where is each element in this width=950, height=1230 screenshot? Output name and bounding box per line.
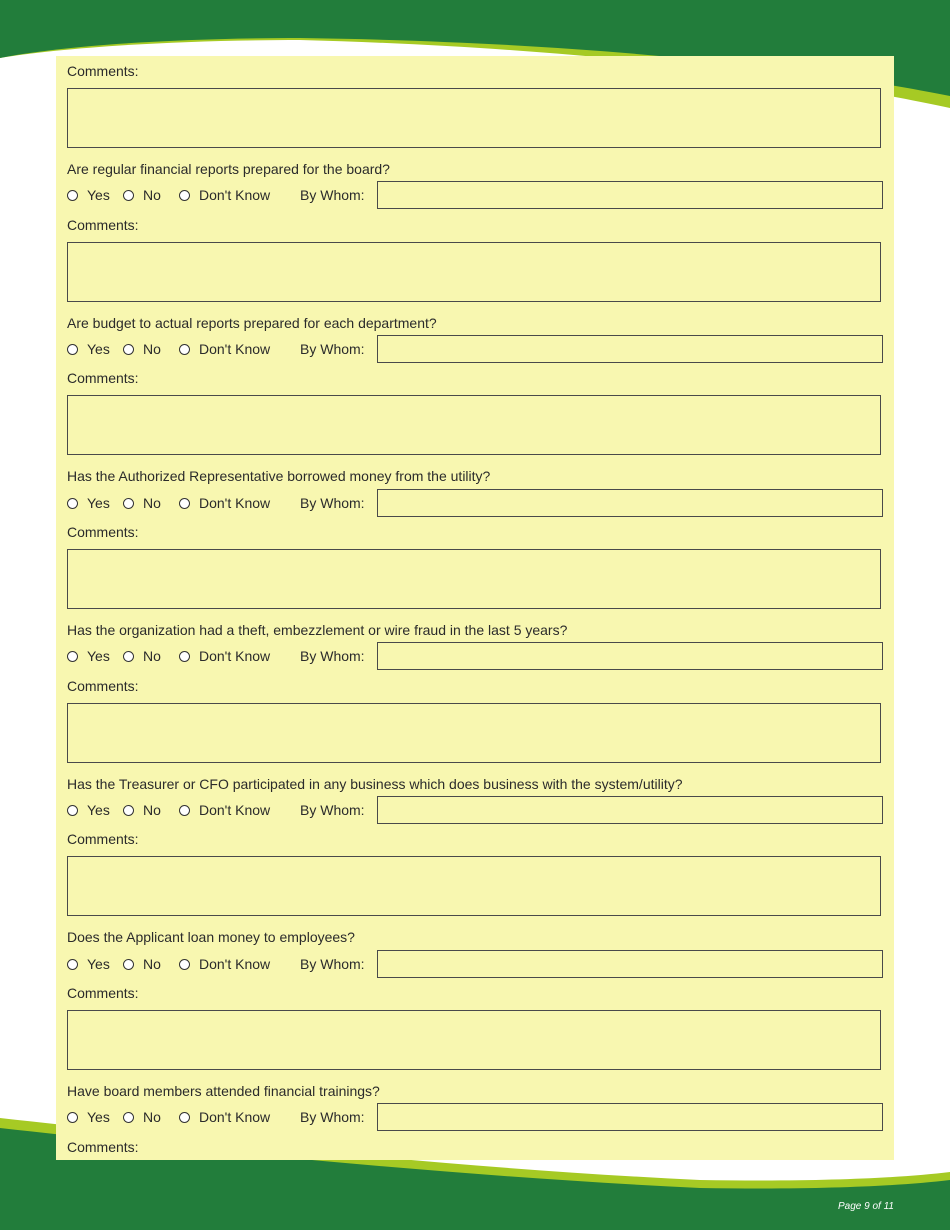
option-label: Don't Know bbox=[199, 495, 271, 511]
by-whom-label: By Whom: bbox=[300, 341, 365, 357]
comments-box[interactable] bbox=[67, 549, 881, 609]
question-text: Has the Treasurer or CFO participated in any business which does business with the system/utility? bbox=[67, 776, 683, 792]
by-whom-field[interactable] bbox=[377, 796, 883, 824]
option-label: Yes bbox=[87, 1109, 110, 1125]
answer-options bbox=[67, 642, 883, 670]
by-whom-field[interactable] bbox=[377, 950, 883, 978]
option-dont-know[interactable] bbox=[179, 495, 270, 511]
radio-circle[interactable] bbox=[123, 651, 134, 662]
question-text: Are regular financial reports prepared for the board? bbox=[67, 161, 390, 177]
comments-label: Comments: bbox=[67, 524, 139, 540]
option-label: Don't Know bbox=[199, 648, 271, 664]
radio-circle[interactable] bbox=[123, 498, 134, 509]
option-no[interactable] bbox=[123, 1109, 161, 1125]
comments-label: Comments: bbox=[67, 985, 139, 1001]
radio-circle[interactable] bbox=[67, 959, 78, 970]
answer-options bbox=[67, 1103, 883, 1131]
option-yes[interactable] bbox=[67, 341, 110, 357]
form-panel bbox=[56, 56, 894, 1160]
option-yes[interactable] bbox=[67, 1109, 110, 1125]
radio-circle[interactable] bbox=[179, 498, 190, 509]
option-no[interactable] bbox=[123, 648, 161, 664]
radio-circle[interactable] bbox=[123, 190, 134, 201]
question-text: Have board members attended financial trainings? bbox=[67, 1083, 380, 1099]
option-label: No bbox=[143, 956, 161, 972]
by-whom-label: By Whom: bbox=[300, 802, 365, 818]
question-text: Has the Authorized Representative borrowed money from the utility? bbox=[67, 468, 491, 484]
option-label: Yes bbox=[87, 956, 110, 972]
answer-options bbox=[67, 950, 883, 978]
answer-options bbox=[67, 335, 883, 363]
by-whom-field[interactable] bbox=[377, 1103, 883, 1131]
option-dont-know[interactable] bbox=[179, 1109, 270, 1125]
by-whom-label: By Whom: bbox=[300, 1109, 365, 1125]
option-no[interactable] bbox=[123, 187, 161, 203]
comments-label: Comments: bbox=[67, 831, 139, 847]
option-no[interactable] bbox=[123, 956, 161, 972]
option-label: No bbox=[143, 341, 161, 357]
option-dont-know[interactable] bbox=[179, 956, 270, 972]
radio-circle[interactable] bbox=[67, 1112, 78, 1123]
option-label: Yes bbox=[87, 802, 110, 818]
radio-circle[interactable] bbox=[179, 805, 190, 816]
radio-circle[interactable] bbox=[123, 959, 134, 970]
option-label: No bbox=[143, 802, 161, 818]
answer-options bbox=[67, 796, 883, 824]
answer-options bbox=[67, 489, 883, 517]
option-yes[interactable] bbox=[67, 648, 110, 664]
comments-box[interactable] bbox=[67, 703, 881, 763]
option-dont-know[interactable] bbox=[179, 802, 270, 818]
option-label: Yes bbox=[87, 495, 110, 511]
radio-circle[interactable] bbox=[179, 344, 190, 355]
comments-box[interactable] bbox=[67, 395, 881, 455]
radio-circle[interactable] bbox=[123, 805, 134, 816]
question-text: Does the Applicant loan money to employees? bbox=[67, 929, 355, 945]
radio-circle[interactable] bbox=[179, 651, 190, 662]
comments-box[interactable] bbox=[67, 88, 881, 148]
option-no[interactable] bbox=[123, 495, 161, 511]
option-label: No bbox=[143, 1109, 161, 1125]
option-label: Don't Know bbox=[199, 956, 271, 972]
radio-circle[interactable] bbox=[123, 1112, 134, 1123]
comments-box[interactable] bbox=[67, 1010, 881, 1070]
option-label: Yes bbox=[87, 341, 110, 357]
option-dont-know[interactable] bbox=[179, 341, 270, 357]
comments-label: Comments: bbox=[67, 1139, 139, 1155]
option-label: Yes bbox=[87, 648, 110, 664]
comments-box[interactable] bbox=[67, 856, 881, 916]
radio-circle[interactable] bbox=[67, 805, 78, 816]
by-whom-label: By Whom: bbox=[300, 187, 365, 203]
radio-circle[interactable] bbox=[67, 190, 78, 201]
radio-circle[interactable] bbox=[179, 1112, 190, 1123]
radio-circle[interactable] bbox=[67, 344, 78, 355]
by-whom-field[interactable] bbox=[377, 181, 883, 209]
option-dont-know[interactable] bbox=[179, 187, 270, 203]
radio-circle[interactable] bbox=[179, 190, 190, 201]
by-whom-field[interactable] bbox=[377, 642, 883, 670]
option-yes[interactable] bbox=[67, 956, 110, 972]
comments-box[interactable] bbox=[67, 242, 881, 302]
option-no[interactable] bbox=[123, 341, 161, 357]
option-label: No bbox=[143, 187, 161, 203]
page-number: Page 9 of 11 bbox=[838, 1201, 894, 1212]
option-label: Don't Know bbox=[199, 1109, 271, 1125]
option-label: No bbox=[143, 648, 161, 664]
option-label: Don't Know bbox=[199, 802, 271, 818]
option-label: No bbox=[143, 495, 161, 511]
option-label: Don't Know bbox=[199, 341, 271, 357]
radio-circle[interactable] bbox=[179, 959, 190, 970]
by-whom-label: By Whom: bbox=[300, 956, 365, 972]
radio-circle[interactable] bbox=[67, 498, 78, 509]
comments-label: Comments: bbox=[67, 678, 139, 694]
by-whom-field[interactable] bbox=[377, 335, 883, 363]
comments-label: Comments: bbox=[67, 370, 139, 386]
question-text: Are budget to actual reports prepared for each department? bbox=[67, 315, 437, 331]
option-yes[interactable] bbox=[67, 802, 110, 818]
radio-circle[interactable] bbox=[123, 344, 134, 355]
by-whom-label: By Whom: bbox=[300, 648, 365, 664]
comments-label: Comments: bbox=[67, 217, 139, 233]
option-yes[interactable] bbox=[67, 495, 110, 511]
option-dont-know[interactable] bbox=[179, 648, 270, 664]
by-whom-label: By Whom: bbox=[300, 495, 365, 511]
option-label: Don't Know bbox=[199, 187, 271, 203]
comments-label: Comments: bbox=[67, 63, 139, 79]
radio-circle[interactable] bbox=[67, 651, 78, 662]
option-yes[interactable] bbox=[67, 187, 110, 203]
by-whom-field[interactable] bbox=[377, 489, 883, 517]
option-label: Yes bbox=[87, 187, 110, 203]
question-text: Has the organization had a theft, embezzlement or wire fraud in the last 5 years? bbox=[67, 622, 568, 638]
answer-options bbox=[67, 181, 883, 209]
option-no[interactable] bbox=[123, 802, 161, 818]
